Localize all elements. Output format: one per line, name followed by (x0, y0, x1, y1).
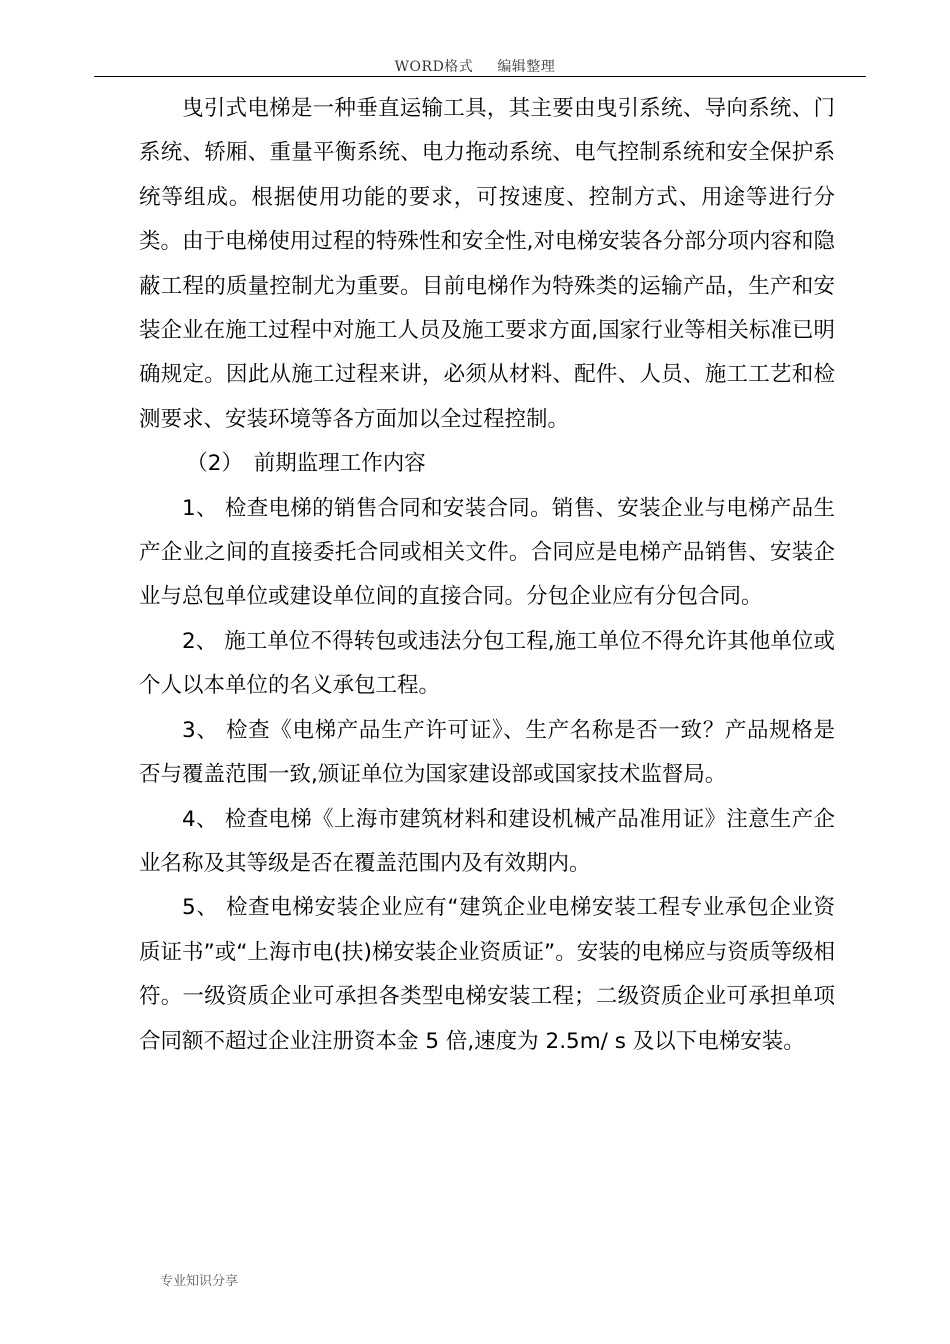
header-divider (94, 76, 866, 77)
list-item-1: 1、 检查电梯的销售合同和安装合同。销售、安装企业与电梯产品生产企业之间的直接委托合同或相关文件。合同应是电梯产品销售、安装企业与总包单位或建设单位间的直接合同。分包企业应有分包合同。 (139, 495, 835, 610)
list-item-2: 2、 施工单位不得转包或违法分包工程,施工单位不得允许其他单位或个人以本单位的名义承包工程。 (139, 628, 835, 699)
header-format-label: WORD格式 (394, 59, 474, 75)
list-item-5: 5、 检查电梯安装企业应有“建筑企业电梯安装工程专业承包企业资质证书”或“上海市电(扶)梯安装企业资质证”。安装的电梯应与资质等级相符。一级资质企业可承担各类型电梯安装工程；二级资质企业可承担单项合同额不超过企业注册资本金 5 倍,速度为 2.5m/ s 及以下电梯安装。 (139, 895, 835, 1054)
page-footer: 专业知识分享 (160, 1274, 239, 1289)
header-edit-label: 编辑整理 (497, 59, 556, 75)
list-item-4: 4、 检查电梯《上海市建筑材料和建设机械产品准用证》注意生产企业名称及其等级是否在覆盖范围内及有效期内。 (139, 806, 835, 876)
paragraph-intro: 曳引式电梯是一种垂直运输工具，其主要由曳引系统、导向系统、门系统、轿厢、重量平衡系统、电力拖动系统、电气控制系统和安全保护系统等组成。根据使用功能的要求，可按速度、控制方式、用途等进行分类。由于电梯使用过程的特殊性和安全性,对电梯安装各分部分项内容和隐蔽工程的质量控制尤为重要。目前电梯作为特殊类的运输产品，生产和安装企业在施工过程中对施工人员及施工要求方面,国家行业等相关标准已明确规定。因此从施工过程来讲，必须从材料、配件、人员、施工工艺和检测要求、安装环境等各方面加以全过程控制。 (139, 96, 835, 432)
document-body (139, 87, 835, 1064)
page-header (0, 56, 950, 76)
section-heading: （2） 前期监理工作内容 (186, 451, 426, 477)
list-item-3: 3、 检查《电梯产品生产许可证》、生产名称是否一致？产品规格是否与覆盖范围一致,颁证单位为国家建设部或国家技术监督局。 (139, 717, 835, 788)
